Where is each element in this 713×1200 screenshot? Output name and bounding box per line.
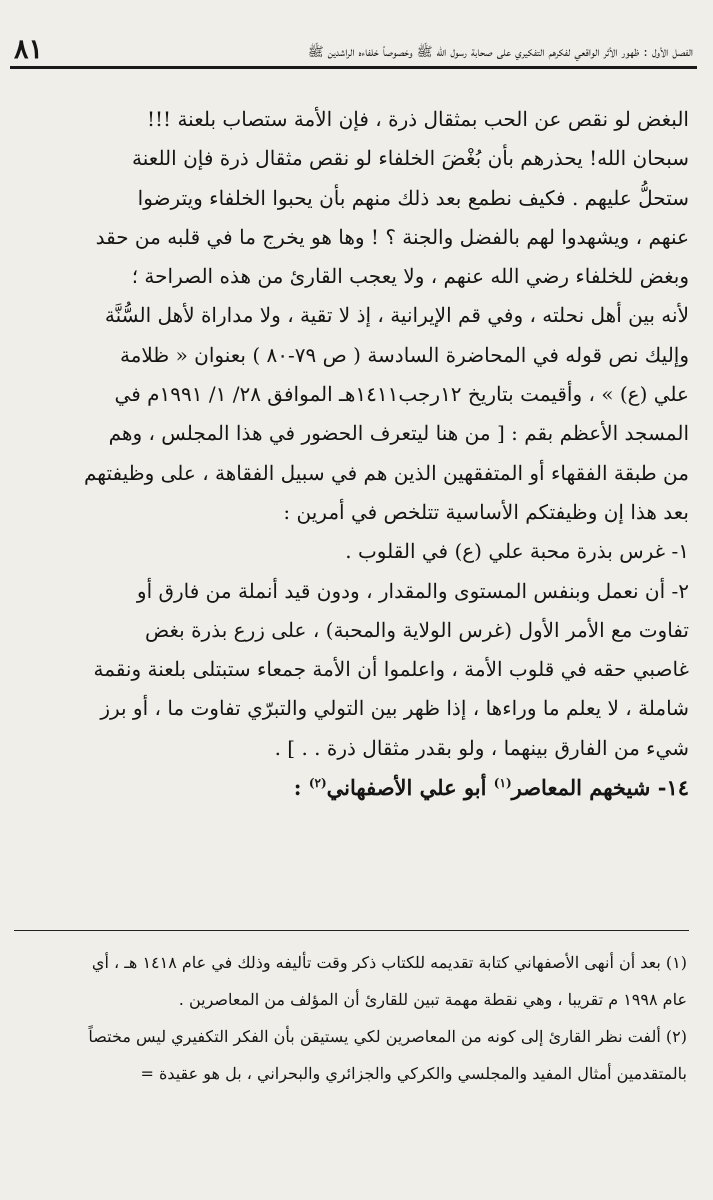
heading-colon: : bbox=[293, 775, 302, 801]
body-line: شيء من الفارق بينهما ، ولو بقدر مثقال ذرة . . ] . bbox=[274, 735, 689, 760]
body-line: المسجد الأعظم بقم : [ من هنا ليتعرف الحضور في هذا المجلس ، وهم bbox=[108, 421, 689, 446]
page-number: ٨١ bbox=[14, 34, 44, 65]
body-line: عنهم ، ويشهدوا لهم بالفضل والجنة ؟ ! وها هو يخرج ما في قلبه من حقد bbox=[95, 224, 689, 249]
heading-text-b: أبو علي الأصفهاني bbox=[326, 775, 487, 801]
running-title: الفصل الأول : ظهور الأثر الواقعي لفكرهم التفكيري على صحابة رسول الله ﷺ وخصوصاً خلفاءه الراشدين ﷺ bbox=[307, 45, 693, 60]
body-line: لأنه بين أهل نحلته ، وفي قم الإيرانية ، إذ لا تقية ، ولا مداراة لأهل السُّنَّة bbox=[104, 303, 689, 328]
body-line: شاملة ، لا يعلم ما وراءها ، إذا ظهر بين التولي والتبرّي تفاوت ما ، أو برز bbox=[100, 696, 689, 721]
body-line: تفاوت مع الأمر الأول (غرس الولاية والمحبة) ، على زرع بذرة بغض bbox=[145, 617, 689, 642]
body-line: ستحلُّ عليهم . فكيف نطمع بعد ذلك منهم بأن يحبوا الخلفاء ويترضوا bbox=[137, 185, 689, 210]
body-text bbox=[14, 100, 689, 807]
header-divider bbox=[10, 66, 697, 69]
footnotes bbox=[14, 944, 687, 1092]
footnote-line: (٢) ألفت نظر القارئ إلى كونه من المعاصرين لكي يستيقن بأن الفكر التكفيري ليس مختصاً bbox=[88, 1027, 687, 1046]
heading-number: ١٤- bbox=[657, 775, 689, 801]
footnote-ref: (٢) bbox=[308, 776, 327, 791]
body-line: البغض لو نقص عن الحب بمثقال ذرة ، فإن الأمة ستصاب بلعنة !!! bbox=[146, 107, 689, 131]
footnote-line: (١) بعد أن أنهى الأصفهاني كتابة تقديمه للكتاب ذكر وقت تأليفه وذلك في عام ١٤١٨ هـ ، أي bbox=[91, 953, 687, 972]
body-line: ٢- أن نعمل وبنفس المستوى والمقدار ، ودون قيد أنملة من فارق أو bbox=[136, 578, 689, 603]
body-line: بعد هذا إن وظيفتكم الأساسية تتلخص في أمرين : bbox=[283, 499, 689, 524]
heading-text-a: شيخهم المعاصر bbox=[511, 775, 651, 801]
body-line: ١- غرس بذرة محبة علي (ع) في القلوب . bbox=[345, 539, 689, 564]
body-line: وإليك نص قوله في المحاضرة السادسة ( ص ٧٩-٨٠ ) بعنوان « ظلامة bbox=[119, 342, 689, 367]
body-line: غاصبي حقه في قلوب الأمة ، واعلموا أن الأمة جمعاء ستبتلى بلعنة ونقمة bbox=[93, 657, 689, 682]
body-line: من طبقة الفقهاء أو المتفقهين الذين هم في سبيل الفقاهة ، على وظيفتهم bbox=[83, 460, 689, 485]
body-line: علي (ع) » ، وأقيمت بتاريخ ١٢رجب١٤١١هـ الموافق ٢٨/ ١/ ١٩٩١م في bbox=[114, 382, 689, 407]
footnote-line: بالمتقدمين أمثال المفيد والمجلسي والكركي والجزائري والبحراني ، بل هو عقيدة = bbox=[140, 1064, 687, 1083]
footnote-line: عام ١٩٩٨ م تقريبا ، وهي نقطة مهمة تبين للقارئ أن المؤلف من المعاصرين . bbox=[178, 990, 687, 1009]
footnote-ref: (١) bbox=[493, 776, 512, 791]
body-line: وبغض للخلفاء رضي الله عنهم ، ولا يعجب القارئ من هذه الصراحة ؛ bbox=[131, 264, 689, 289]
section-heading bbox=[14, 768, 689, 807]
body-line: سبحان الله! يحذرهم بأن بُغْضَ الخلفاء لو نقص مثقال ذرة فإن اللعنة bbox=[132, 146, 689, 171]
footnote-divider bbox=[14, 930, 689, 931]
